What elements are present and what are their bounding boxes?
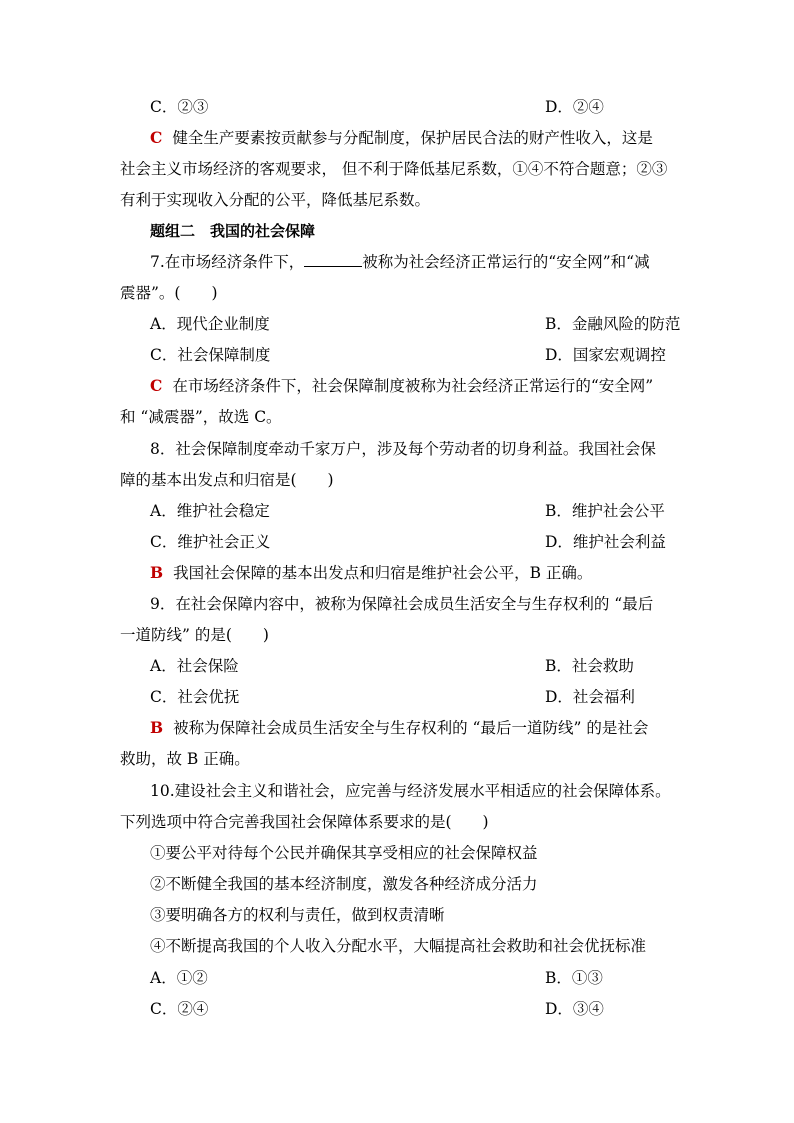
q6-explanation-line-3: 有利于实现收入分配的公平，降低基尼系数。 <box>120 191 431 209</box>
q10-option-c: C．②④ <box>150 1000 209 1018</box>
q7-stem-part-b: 被称为社会经济正常运行的“安全网”和“减 <box>362 253 650 271</box>
q10-stem-line-1: 10.建设社会主义和谐社会，应完善与经济发展水平相适应的社会保障体系。 <box>150 782 671 800</box>
q10-options-ab <box>150 967 710 989</box>
q10-option-b: B．①③ <box>545 969 603 987</box>
q6-explanation-line-2: 社会主义市场经济的客观要求， 但不利于降低基尼系数，①④不符合题意；②③ <box>120 160 668 178</box>
q7-options-cd <box>150 344 710 366</box>
group2-heading: 题组二 我国的社会保障 <box>150 222 316 240</box>
q8-option-c: C．维护社会正义 <box>150 533 271 551</box>
q7-options-ab <box>150 313 710 335</box>
q9-stem-line-1: 9．在社会保障内容中，被称为保障社会成员生活安全与生存权利的 “最后 <box>150 595 654 613</box>
q9-answer-letter: B <box>150 718 164 737</box>
q7-stem-line-1 <box>150 251 710 273</box>
q7-explanation-line-1 <box>150 375 710 397</box>
q9-explanation-line-2: 救助，故 B 正确。 <box>120 750 250 768</box>
q6-options-cd <box>150 96 710 118</box>
q10-statement-2: ②不断健全我国的基本经济制度，激发各种经济成分活力 <box>150 875 538 893</box>
q9-option-c: C．社会优抚 <box>150 688 240 706</box>
q6-explanation-text-1: 健全生产要素按贡献参与分配制度，保护居民合法的财产性收入，这是 <box>172 129 653 147</box>
q6-option-d: D．②④ <box>545 98 604 116</box>
q6-answer-letter: C <box>150 128 163 147</box>
q9-option-b: B．社会救助 <box>545 657 634 675</box>
q6-explanation-line-1 <box>150 127 710 149</box>
q8-options-ab <box>150 500 710 522</box>
q8-explanation-line-1 <box>150 562 710 584</box>
q9-explanation-line-1 <box>150 717 710 739</box>
q9-option-a: A．社会保险 <box>150 657 239 675</box>
q7-answer-letter: C <box>150 376 163 395</box>
q10-option-d: D．③④ <box>545 1000 604 1018</box>
q10-options-cd <box>150 998 710 1020</box>
q7-option-b: B．金融风险的防范 <box>545 315 681 333</box>
q8-stem-line-2: 障的基本出发点和归宿是( ) <box>120 471 334 489</box>
q7-explanation-text-1: 在市场经济条件下，社会保障制度被称为社会经济正常运行的“安全网” <box>172 377 654 395</box>
q9-stem-line-2: 一道防线” 的是( ) <box>120 626 269 644</box>
q7-answer-blank <box>304 252 362 267</box>
q8-options-cd <box>150 531 710 553</box>
q10-statement-3: ③要明确各方的权利与责任，做到权责清晰 <box>150 906 445 924</box>
q8-explanation-text-1: 我国社会保障的基本出发点和归宿是维护社会公平，B 正确。 <box>173 564 593 582</box>
q7-stem-line-2: 震器”。( ) <box>120 284 218 302</box>
q9-option-d: D．社会福利 <box>545 688 635 706</box>
q8-option-d: D．维护社会利益 <box>545 533 666 551</box>
q9-explanation-text-1: 被称为保障社会成员生活安全与生存权利的 “最后一道防线” 的是社会 <box>173 719 649 737</box>
q10-stem-line-2: 下列选项中符合完善我国社会保障体系要求的是( ) <box>120 813 489 831</box>
q7-explanation-line-2: 和 “减震器”，故选 C。 <box>120 408 282 426</box>
q8-option-b: B．维护社会公平 <box>545 502 665 520</box>
q8-option-a: A．维护社会稳定 <box>150 502 270 520</box>
q10-statement-4: ④不断提高我国的个人收入分配水平，大幅提高社会救助和社会优抚标准 <box>150 937 647 955</box>
q7-stem-part-a: 7.在市场经济条件下， <box>150 253 305 271</box>
q9-options-ab <box>150 655 710 677</box>
q8-stem-line-1: 8．社会保障制度牵动千家万户，涉及每个劳动者的切身利益。我国社会保 <box>150 440 656 458</box>
q8-answer-letter: B <box>150 563 164 582</box>
q7-option-a: A．现代企业制度 <box>150 315 270 333</box>
q6-option-c: C．②③ <box>150 98 209 116</box>
q10-option-a: A．①② <box>150 969 208 987</box>
q9-options-cd <box>150 686 710 708</box>
q7-option-d: D．国家宏观调控 <box>545 346 666 364</box>
q10-statement-1: ①要公平对待每个公民并确保其享受相应的社会保障权益 <box>150 844 538 862</box>
q7-option-c: C．社会保障制度 <box>150 346 271 364</box>
